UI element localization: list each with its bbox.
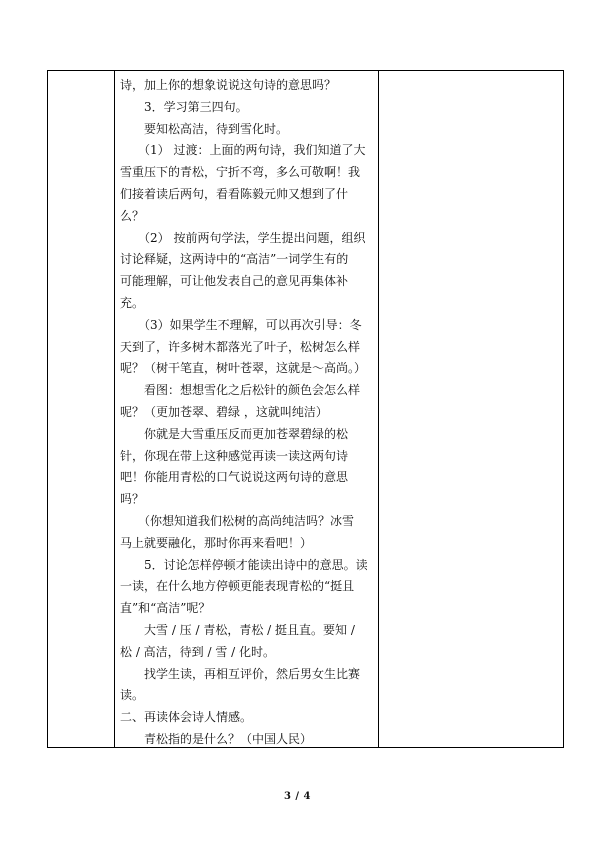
lesson-content-cell [115,71,377,747]
text-line: 充。 [120,296,145,310]
text-line: （3）如果学生不理解，可以再次引导：冬 [120,317,362,332]
text-line: 青松指的是什么？（中国人民） [120,732,313,746]
text-line: 直”和“高洁”呢？ [120,601,211,616]
text-line: 吧！你能用青松的口气说说这两句诗的意思 [120,470,349,485]
text-line: 松 / 高洁，待到 / 雪 / 化时。 [120,644,276,659]
text-line: 二、再读体会诗人情感。 [120,710,253,725]
text-line: 你就是大雪重压反而更加苍翠碧绿的松 [120,426,349,441]
text-line: 呢？（更加苍翠、碧绿 ，这就叫纯洁） [120,405,328,419]
text-line: 呢？（树干笔直，树叶苍翠，这就是～高尚。） [120,361,367,376]
text-line: 马上就要融化，那时你再来看吧！） [120,535,313,550]
text-line: 么？ [120,208,145,223]
text-line: 大雪 / 压 / 青松，青松 / 挺且直。要知 / [120,623,355,637]
text-line: 读。 [120,688,145,703]
text-line: 吗？ [120,492,145,507]
text-line: 要知松高洁，待到雪化时。 [120,121,289,136]
text-line: 天到了，许多树木都落光了叶子，松树怎么样 [120,339,361,354]
column-divider-right [378,71,379,747]
text-line: 看图：想想雪化之后松针的颜色会怎么样 [120,383,361,398]
text-line: 一读，在什么地方停顿更能表现青松的“挺且 [120,579,355,594]
text-line: 雪重压下的青松，宁折不弯，多么可敬啊！我 [120,165,361,180]
text-line: （2） 按前两句学法，学生提出问题，组织 [120,230,366,245]
text-line: 5．讨论怎样停顿才能读出诗中的意思。读 [120,557,368,572]
text-line: 找学生读，再相互评价，然后男女生比赛 [120,666,361,681]
page-number: 3 / 4 [283,791,312,802]
text-line: （你想知道我们松树的高尚纯洁吗？冰雪 [120,514,355,528]
text-line: 诗，加上你的想象说说这句诗的意思吗？ [120,78,337,92]
text-line: （1） 过渡：上面的两句诗，我们知道了大 [120,143,366,158]
text-line: 讨论释疑，这两诗中的“高洁”一词学生有的 [120,252,349,267]
text-line: 针，你现在带上这种感觉再读一读这两句诗 [120,448,349,463]
lesson-table [47,70,564,748]
text-line: 可能理解，可让他发表自己的意见再集体补 [120,274,349,289]
text-line: 3．学习第三四句。 [120,99,248,114]
text-line: 们接着读后两句，看看陈毅元帅又想到了什 [120,187,349,201]
